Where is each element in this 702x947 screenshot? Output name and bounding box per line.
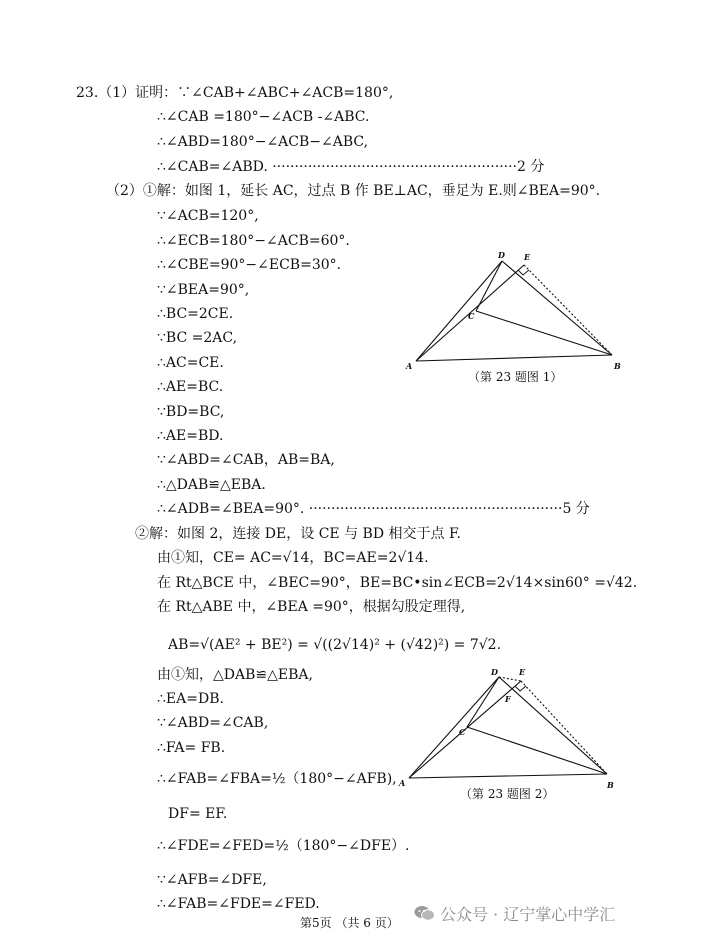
- fig2-seg-AD: [409, 677, 499, 778]
- wechat-icon: [414, 904, 436, 922]
- q23-line-ab-formula: AB=√(AE² + BE²) = √((2√14)² + (√42)²) = 7√2.: [168, 637, 502, 653]
- q23-line-25: ∴EA=DB.: [157, 691, 224, 707]
- q23-line-22: 在 Rt△ABE 中，∠BEA =90°，根据勾股定理得,: [157, 599, 466, 615]
- fig2-seg-DC: [467, 677, 499, 727]
- fig2-seg-CB: [467, 727, 607, 774]
- q23-line-2: ∴∠CAB =180°−∠ACB -∠ABC.: [157, 109, 370, 125]
- q23-line-28: ∴∠FAB=∠FBA=½（180°−∠AFB),: [157, 771, 397, 787]
- figure-1-caption: （第 23 题图 1）: [468, 370, 563, 384]
- fig2-label-D: D: [491, 667, 498, 677]
- fig2-label-B: B: [607, 780, 614, 790]
- fig2-label-F: F: [505, 694, 511, 704]
- q23-line-3: ∴∠ABD=180°−∠ACB−∠ABC,: [157, 134, 369, 150]
- q23-part2b-intro: ②解：如图 2，连接 DE，设 CE 与 BD 相交于点 F.: [135, 526, 461, 542]
- fig1-seg-AB: [416, 355, 612, 361]
- page-footer: 第5页 （共 6 页）: [300, 916, 399, 930]
- fig2-label-E: E: [519, 667, 526, 677]
- q23-line-31: ∵∠AFB=∠DFE,: [157, 872, 267, 888]
- q23-line-21: 在 Rt△BCE 中，∠BEC=90°，BE=BC•sin∠ECB=2√14×sin60° =√42.: [157, 575, 638, 591]
- fig2-label-C: C: [459, 727, 466, 737]
- figure-2-caption: （第 23 题图 2）: [460, 787, 555, 801]
- q23-line-24: 由①知，△DAB≌△EBA,: [157, 667, 313, 683]
- figure-2-diagram: [395, 664, 635, 794]
- q23-line-15: ∴AE=BD.: [157, 428, 224, 444]
- fig2-label-A: A: [399, 778, 406, 788]
- q23-line-13: ∴AE=BC.: [157, 379, 224, 395]
- fig1-seg-AD: [416, 261, 502, 361]
- q23-line-16: ∵∠ABD=∠CAB，AB=BA,: [157, 452, 335, 468]
- fig1-seg-DB: [502, 261, 612, 355]
- q23-line-14: ∵BD=BC,: [157, 404, 225, 420]
- fig1-label-A: A: [406, 361, 413, 371]
- q23-part2-intro: （2）①解：如图 1，延长 AC，过点 B 作 BE⊥AC，垂足为 E.则∠BEA=90°.: [106, 183, 601, 199]
- q23-line-18: ∴∠ADB=∠BEA=90°. ·························································5 分: [157, 501, 590, 517]
- q23-line-11: ∵BC =2AC,: [157, 330, 238, 346]
- q23-line-27: ∴FA= FB.: [157, 740, 226, 756]
- fig1-label-D: D: [498, 250, 505, 260]
- fig2-seg-DB: [499, 677, 607, 774]
- q23-line-30: ∴∠FDE=∠FED=½（180°−∠DFE）.: [157, 838, 410, 854]
- fig1-seg-EB-dashed: [524, 265, 612, 355]
- q23-line-7: ∴∠ECB=180°−∠ACB=60°.: [157, 233, 350, 249]
- q23-line-8: ∴∠CBE=90°−∠ECB=30°.: [157, 257, 342, 273]
- q23-line-20: 由①知，CE= AC=√14，BC=AE=2√14.: [157, 550, 429, 566]
- q23-line-12: ∴AC=CE.: [157, 355, 224, 371]
- q23-line-32: ∴∠FAB=∠FDE=∠FED.: [157, 896, 320, 912]
- q23-line-9: ∵∠BEA=90°,: [157, 282, 250, 298]
- q23-line-29: DF= EF.: [168, 806, 228, 822]
- q23-line-6: ∵∠ACB=120°,: [157, 208, 259, 224]
- fig1-seg-CB: [476, 311, 612, 355]
- q23-line-4: ∴∠CAB=∠ABD. ·······················································2 分: [157, 159, 545, 175]
- q23-line-26: ∵∠ABD=∠CAB,: [157, 715, 269, 731]
- fig1-label-E: E: [524, 252, 531, 262]
- watermark-text: 公众号 · 辽宁掌心中学汇: [440, 905, 616, 924]
- figure-1-diagram: [400, 248, 640, 388]
- q23-line-17: ∴△DAB≌△EBA.: [157, 477, 266, 493]
- fig1-right-angle-mark: [518, 270, 529, 275]
- fig2-right-angle-mark: [515, 686, 526, 691]
- q23-line-10: ∴BC=2CE.: [157, 306, 234, 322]
- q23-line-1: 23.（1）证明：∵∠CAB+∠ABC+∠ACB=180°,: [76, 85, 394, 101]
- fig2-seg-AB: [409, 774, 607, 778]
- fig1-label-C: C: [468, 311, 475, 321]
- fig1-label-B: B: [614, 361, 621, 371]
